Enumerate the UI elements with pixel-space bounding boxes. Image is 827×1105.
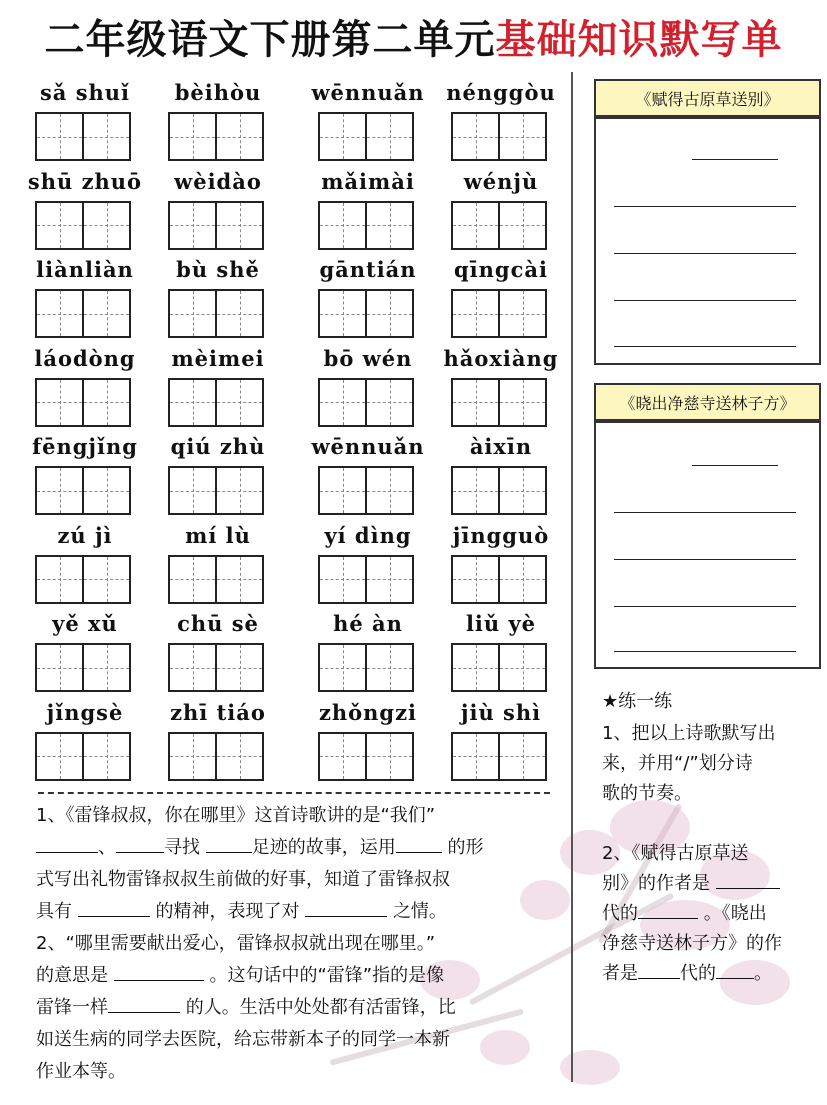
character-writing-box[interactable] [498, 555, 547, 604]
pinyin-label: gāntián [319, 257, 417, 282]
poem-writing-box-2[interactable] [594, 421, 821, 669]
character-writing-box[interactable] [365, 466, 414, 515]
character-writing-box[interactable] [168, 201, 217, 250]
page-title [0, 8, 827, 65]
character-box-group [168, 466, 262, 515]
character-writing-box[interactable] [215, 555, 264, 604]
character-writing-box[interactable] [215, 378, 264, 427]
poem-1-line[interactable] [614, 253, 796, 254]
character-box-group [451, 732, 545, 781]
character-writing-box[interactable] [451, 112, 500, 161]
pinyin-label: qiú zhù [170, 434, 266, 459]
poem-1-line[interactable] [614, 300, 796, 301]
character-writing-box[interactable] [168, 466, 217, 515]
character-box-group [451, 643, 545, 692]
pinyin-label: jiù shì [460, 699, 542, 725]
pinyin-label: wénjù [463, 168, 539, 194]
character-writing-box[interactable] [215, 466, 264, 515]
character-writing-box[interactable] [498, 201, 547, 250]
character-writing-box[interactable] [365, 112, 414, 161]
character-writing-box[interactable] [498, 289, 547, 338]
character-box-group [318, 112, 412, 161]
character-writing-box[interactable] [451, 555, 500, 604]
practice-q2-text: 者是 [602, 963, 638, 984]
character-writing-box[interactable] [215, 112, 264, 161]
character-box-group [168, 112, 262, 161]
character-writing-box[interactable] [451, 201, 500, 250]
pinyin-label: wēnnuǎn [311, 434, 425, 459]
practice-q2-text: 代的 [602, 903, 638, 924]
character-writing-box[interactable] [215, 643, 264, 692]
title-black: 二年级语文下册第二单元 [44, 16, 496, 63]
pinyin-label: hé àn [333, 611, 403, 636]
character-box-group [451, 378, 545, 427]
pinyin-label: mèimei [171, 345, 265, 371]
character-box-group [318, 289, 412, 338]
q2-line3 [36, 992, 456, 1024]
practice-q2-line5 [602, 958, 772, 990]
q1-text: 的形 [447, 837, 484, 858]
character-writing-box[interactable] [35, 112, 84, 161]
character-writing-box[interactable] [215, 201, 264, 250]
q1-line4 [36, 896, 447, 928]
practice-q1-line3: 歌的节奏。 [602, 783, 692, 804]
practice-q2-text: 。《晓出 [703, 903, 767, 924]
character-box-group [168, 289, 262, 338]
poem-title-2: 《晓出净慈寺送林子方》 [594, 383, 821, 421]
answer-blank[interactable] [638, 959, 680, 979]
character-writing-box[interactable] [318, 201, 367, 250]
pinyin-label: bù shě [176, 257, 260, 282]
practice-q2-text: 别》的作者是 [602, 873, 710, 894]
character-writing-box[interactable] [451, 643, 500, 692]
character-writing-box[interactable] [82, 378, 131, 427]
character-box-group [168, 555, 262, 604]
character-writing-box[interactable] [451, 466, 500, 515]
q1-text: 足迹的故事，运用 [251, 837, 396, 858]
character-box-group [35, 201, 129, 250]
character-box-group [451, 555, 545, 604]
character-writing-box[interactable] [318, 643, 367, 692]
character-box-group [318, 555, 412, 604]
pinyin-label: hǎoxiàng [443, 345, 559, 371]
character-writing-box[interactable] [498, 112, 547, 161]
character-box-group [35, 466, 129, 515]
answer-blank[interactable] [396, 833, 442, 853]
character-writing-box[interactable] [82, 289, 131, 338]
character-writing-box[interactable] [318, 466, 367, 515]
character-box-group [451, 201, 545, 250]
practice-q1-line2: 来，并用“/”划分诗 [602, 753, 753, 774]
poem-title-1: 《赋得古原草送别》 [594, 79, 821, 117]
character-writing-box[interactable] [451, 378, 500, 427]
pinyin-label: jīngguò [452, 522, 550, 548]
q2-line2 [36, 960, 444, 992]
pinyin-label: zhǒngzi [318, 699, 418, 725]
character-box-group [318, 643, 412, 692]
character-writing-box[interactable] [451, 289, 500, 338]
character-writing-box[interactable] [168, 643, 217, 692]
character-writing-box[interactable] [82, 732, 131, 781]
character-writing-box[interactable] [365, 555, 414, 604]
character-writing-box[interactable] [318, 289, 367, 338]
q2-text: 雷锋一样 [36, 997, 108, 1018]
answer-blank[interactable] [206, 833, 252, 853]
title-red: 基础知识默写单 [495, 16, 783, 63]
q2-text: 。这句话中的“雷锋”指的是像 [209, 965, 445, 986]
character-writing-box[interactable] [82, 643, 131, 692]
q1-text: 具有 [36, 901, 72, 922]
q2-text: 的人。生活中处处都有活雷锋，比 [185, 997, 456, 1018]
character-writing-box[interactable] [168, 112, 217, 161]
answer-blank[interactable] [78, 897, 150, 917]
character-writing-box[interactable] [35, 201, 84, 250]
section-divider [38, 792, 550, 794]
pinyin-label: wēnnuǎn [311, 80, 425, 105]
pinyin-label: mí lù [185, 522, 251, 548]
pinyin-label: liànliàn [36, 257, 134, 282]
character-writing-box[interactable] [168, 732, 217, 781]
character-writing-box[interactable] [82, 555, 131, 604]
pinyin-label: jǐngsè [46, 699, 124, 725]
q2-text: 的意思是 [36, 965, 108, 986]
pinyin-label: chū sè [177, 611, 259, 636]
character-writing-box[interactable] [215, 289, 264, 338]
answer-blank[interactable] [716, 869, 780, 889]
character-box-group [168, 732, 262, 781]
character-writing-box[interactable] [82, 201, 131, 250]
pinyin-label: àixīn [469, 434, 533, 459]
q2-line5: 作业本等。 [36, 1061, 126, 1082]
character-writing-box[interactable] [365, 643, 414, 692]
poem-writing-box-1[interactable] [594, 117, 821, 365]
poem-2-line[interactable] [614, 606, 796, 607]
character-box-group [318, 466, 412, 515]
pinyin-label: wèidào [174, 168, 262, 194]
character-writing-box[interactable] [35, 378, 84, 427]
answer-blank[interactable] [305, 897, 387, 917]
q2-line4: 如送生病的同学去医院，给忘带新本子的同学一本新 [36, 1029, 450, 1050]
pinyin-label: láodòng [34, 345, 136, 371]
pinyin-label: shū zhuō [27, 168, 143, 194]
character-writing-box[interactable] [82, 112, 131, 161]
character-writing-box[interactable] [365, 201, 414, 250]
practice-q2-line4: 净慈寺送林子方》的作 [602, 933, 782, 954]
pinyin-label: bō wén [323, 345, 413, 371]
answer-blank[interactable] [114, 961, 204, 981]
character-box-group [35, 555, 129, 604]
character-writing-box[interactable] [451, 732, 500, 781]
answer-blank[interactable] [638, 899, 698, 919]
q1-line3: 式写出礼物雷锋叔叔生前做的好事，知道了雷锋叔叔 [36, 869, 450, 890]
character-box-group [35, 112, 129, 161]
character-writing-box[interactable] [365, 732, 414, 781]
pinyin-label: qīngcài [454, 257, 548, 282]
pinyin-label: sǎ shuǐ [39, 80, 131, 105]
character-writing-box[interactable] [168, 289, 217, 338]
practice-q2-text: 。 [754, 963, 772, 984]
character-writing-box[interactable] [82, 466, 131, 515]
pinyin-label: nénggòu [446, 80, 556, 105]
poem-2-line[interactable] [614, 512, 796, 513]
character-box-group [35, 289, 129, 338]
q1-text: 、 [98, 837, 116, 858]
character-writing-box[interactable] [365, 289, 414, 338]
pinyin-label: yí dìng [324, 522, 412, 548]
character-box-group [168, 378, 262, 427]
character-writing-box[interactable] [318, 732, 367, 781]
practice-q2-line3 [602, 898, 767, 930]
character-box-group [35, 378, 129, 427]
character-box-group [451, 289, 545, 338]
character-box-group [451, 112, 545, 161]
character-writing-box[interactable] [498, 466, 547, 515]
character-writing-box[interactable] [365, 378, 414, 427]
character-box-group [168, 201, 262, 250]
q1-text: 的精神，表现了对 [155, 901, 300, 922]
practice-heading: ★练一练 [602, 691, 673, 712]
character-writing-box[interactable] [168, 378, 217, 427]
character-box-group [35, 643, 129, 692]
answer-blank[interactable] [36, 833, 98, 853]
character-writing-box[interactable] [318, 378, 367, 427]
q1-line2 [36, 832, 483, 864]
answer-blank[interactable] [116, 833, 164, 853]
character-writing-box[interactable] [498, 643, 547, 692]
character-writing-box[interactable] [35, 732, 84, 781]
poem-1-title-line[interactable] [692, 159, 778, 160]
practice-q2-text: 代的 [680, 963, 716, 984]
q2-line1: 2、“哪里需要献出爱心，雷锋叔叔就出现在哪里。” [36, 933, 436, 954]
character-box-group [318, 201, 412, 250]
character-writing-box[interactable] [318, 112, 367, 161]
pinyin-label: zú jì [57, 522, 113, 548]
poem-2-line[interactable] [614, 651, 796, 652]
answer-blank[interactable] [716, 959, 754, 979]
poem-2-title-line[interactable] [692, 465, 778, 466]
character-box-group [451, 466, 545, 515]
character-writing-box[interactable] [215, 732, 264, 781]
character-writing-box[interactable] [35, 555, 84, 604]
pinyin-label: bèihòu [174, 80, 262, 105]
character-writing-box[interactable] [498, 732, 547, 781]
pinyin-label: mǎimài [321, 168, 415, 194]
q1-text: 之情。 [392, 901, 447, 922]
pinyin-label: fēngjǐng [32, 434, 138, 459]
poem-1-line[interactable] [614, 206, 796, 207]
pinyin-label: liǔ yè [465, 611, 537, 636]
poem-2-line[interactable] [614, 559, 796, 560]
character-writing-box[interactable] [35, 289, 84, 338]
column-divider [571, 72, 573, 1082]
poem-1-line[interactable] [614, 346, 796, 347]
practice-q1-line1: 1、把以上诗歌默写出 [602, 723, 776, 744]
pinyin-label: zhī tiáo [170, 699, 266, 725]
practice-q2-line1: 2、《赋得古原草送 [602, 843, 749, 864]
q1-line1: 1、《雷锋叔叔，你在哪里》这首诗歌讲的是“我们” [36, 805, 436, 826]
character-box-group [168, 643, 262, 692]
character-writing-box[interactable] [35, 466, 84, 515]
character-writing-box[interactable] [498, 378, 547, 427]
practice-q2-line2 [602, 868, 780, 900]
character-box-group [35, 732, 129, 781]
character-writing-box[interactable] [168, 555, 217, 604]
pinyin-label: yě xǔ [52, 611, 118, 636]
character-box-group [318, 378, 412, 427]
character-box-group [318, 732, 412, 781]
character-writing-box[interactable] [35, 643, 84, 692]
q1-text: 寻找 [164, 837, 200, 858]
character-writing-box[interactable] [318, 555, 367, 604]
answer-blank[interactable] [108, 993, 180, 1013]
